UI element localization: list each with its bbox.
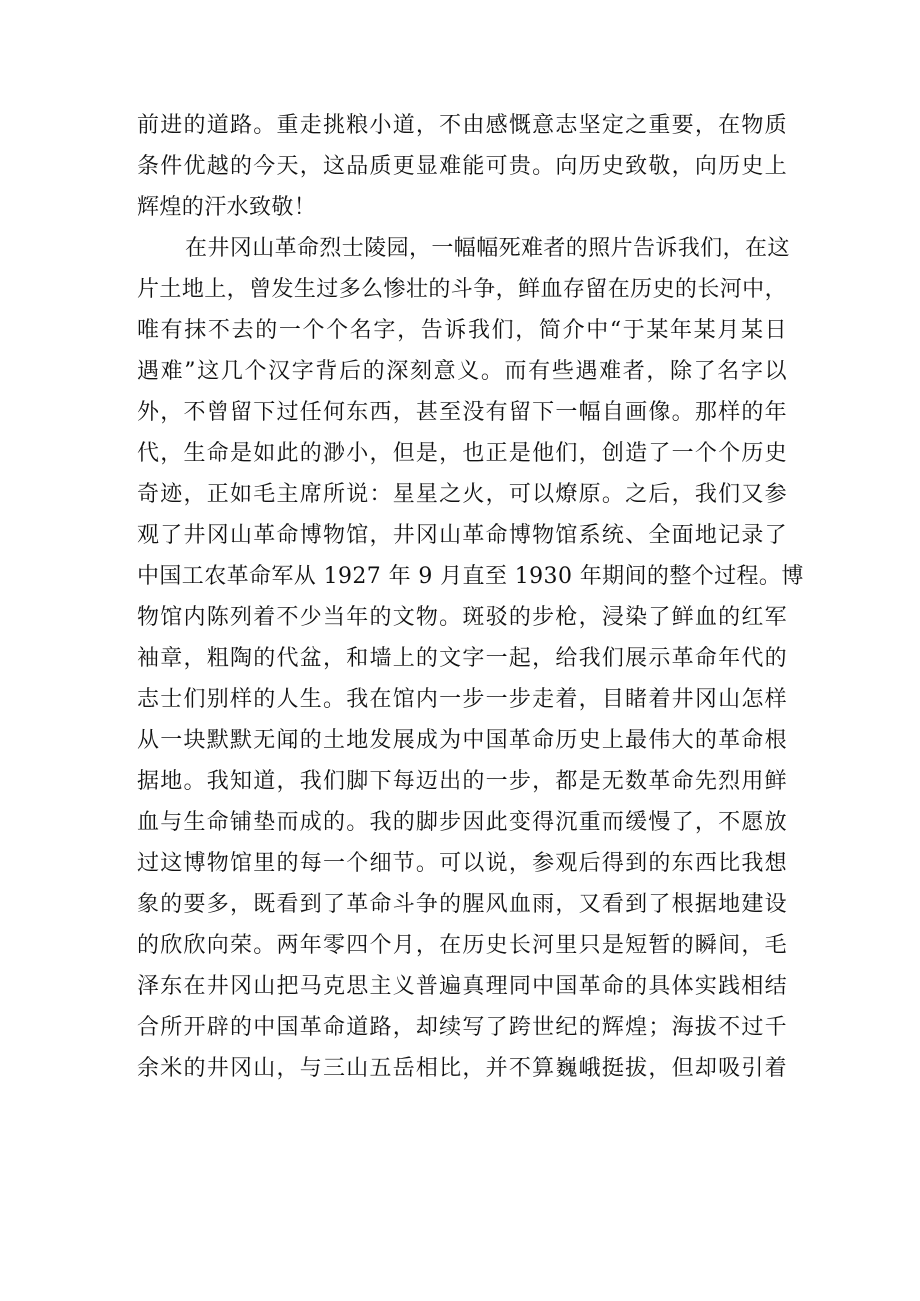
text-line: 代，生命是如此的渺小，但是，也正是他们，创造了一个个历史 — [137, 441, 787, 466]
text-line: 袖章，粗陶的代盆，和墙上的文字一起，给我们展示革命年代的 — [137, 646, 787, 671]
text-line: 辉煌的汗水致敬！ — [137, 195, 317, 220]
text-line: 余米的井冈山，与三山五岳相比，并不算巍峨挺拔，但却吸引着 — [137, 1056, 787, 1081]
text-line: 物馆内陈列着不少当年的文物。斑驳的步枪，浸染了鲜血的红军 — [137, 605, 787, 630]
text-line: 遇难”这几个汉字背后的深刻意义。而有些遇难者，除了名字以 — [137, 359, 787, 384]
text-line: 外，不曾留下过任何东西，甚至没有留下一幅自画像。那样的年 — [137, 400, 787, 425]
document-body — [137, 105, 804, 1089]
text-line: 过这博物馆里的每一个细节。可以说，参观后得到的东西比我想 — [137, 851, 787, 876]
text-line: 条件优越的今天，这品质更显难能可贵。向历史致敬，向历史上 — [137, 154, 787, 179]
text-line: 奇迹，正如毛主席所说：星星之火，可以燎原。之后，我们又参 — [137, 482, 787, 507]
text-line: 泽东在井冈山把马克思主义普遍真理同中国革命的具体实践相结 — [137, 974, 787, 999]
paragraph-2 — [137, 228, 804, 1089]
text-line: 的欣欣向荣。两年零四个月，在历史长河里只是短暂的瞬间，毛 — [137, 933, 787, 958]
text-line: 志士们别样的人生。我在馆内一步一步走着，目睹着井冈山怎样 — [137, 687, 787, 712]
text-line: 片土地上，曾发生过多么惨壮的斗争，鲜血存留在历史的长河中， — [137, 277, 787, 302]
text-line: 前进的道路。重走挑粮小道，不由感慨意志坚定之重要，在物质 — [137, 113, 787, 138]
paragraph-1 — [137, 105, 787, 228]
text-line: 唯有抹不去的一个个名字，告诉我们，简介中“于某年某月某日 — [137, 318, 787, 343]
text-line: 据地。我知道，我们脚下每迈出的一步，都是无数革命先烈用鲜 — [137, 769, 787, 794]
text-line: 在井冈山革命烈士陵园，一幅幅死难者的照片告诉我们，在这 — [185, 236, 790, 261]
text-line: 中国工农革命军从 1927 年 9 月直至 1930 年期间的整个过程。博 — [137, 564, 804, 589]
text-line: 合所开辟的中国革命道路，却续写了跨世纪的辉煌；海拔不过千 — [137, 1015, 787, 1040]
text-line: 象的要多，既看到了革命斗争的腥风血雨，又看到了根据地建设 — [137, 892, 787, 917]
text-line: 从一块默默无闻的土地发展成为中国革命历史上最伟大的革命根 — [137, 728, 787, 753]
text-line: 观了井冈山革命博物馆，井冈山革命博物馆系统、全面地记录了 — [137, 523, 787, 548]
text-line: 血与生命铺垫而成的。我的脚步因此变得沉重而缓慢了，不愿放 — [137, 810, 787, 835]
